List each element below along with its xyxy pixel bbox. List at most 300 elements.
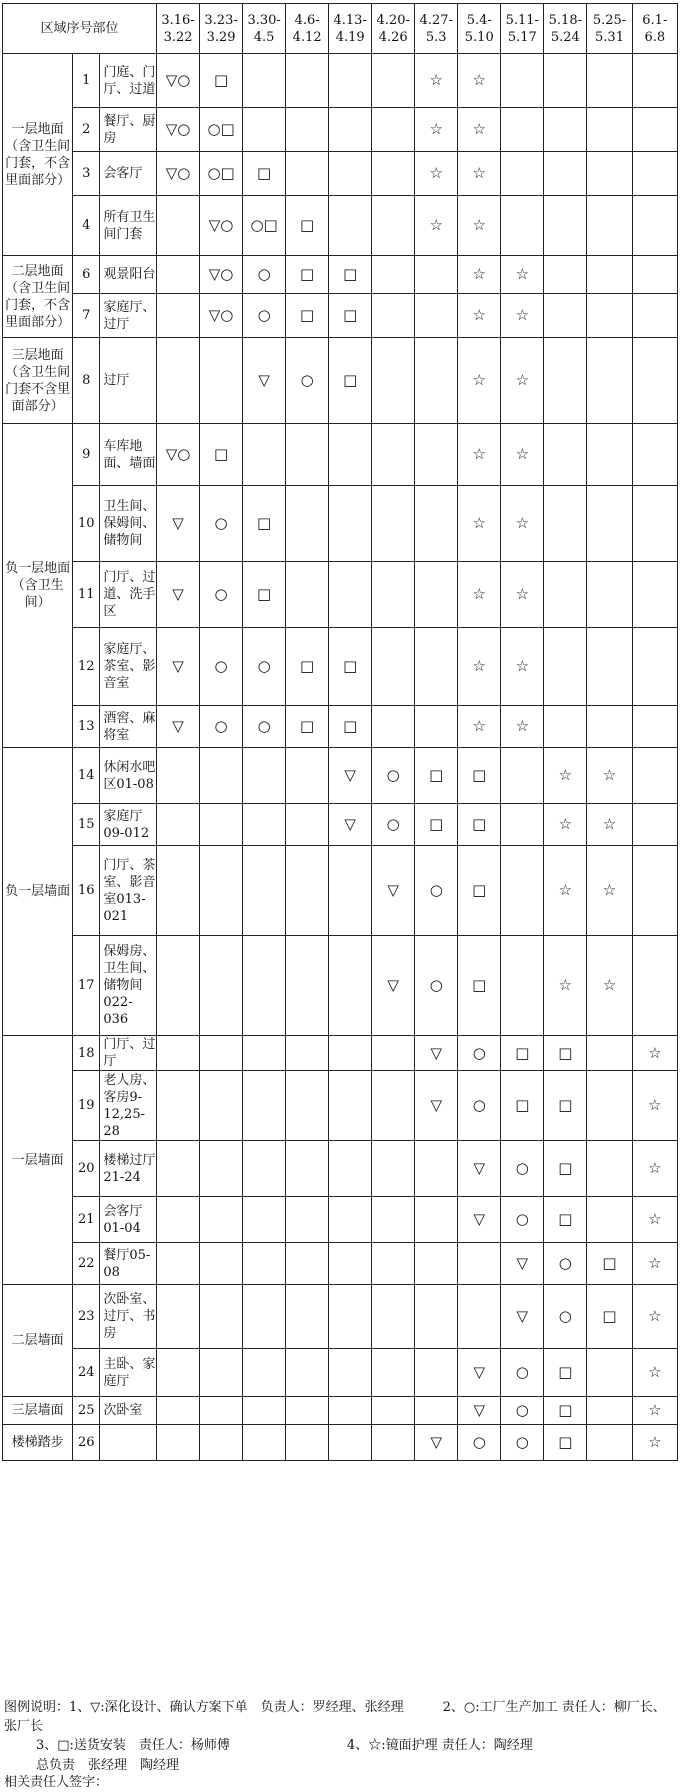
status-cell: ☆ xyxy=(632,1397,677,1425)
status-cell: ○ xyxy=(243,628,286,706)
status-cell xyxy=(200,846,243,936)
status-cell xyxy=(157,804,200,846)
status-cell xyxy=(632,196,677,256)
status-cell: □ xyxy=(458,936,501,1036)
status-cell xyxy=(544,338,587,424)
row-number: 23 xyxy=(73,1285,100,1349)
status-cell xyxy=(200,748,243,804)
status-cell: ▽ xyxy=(157,562,200,628)
status-cell: ▽ xyxy=(458,1141,501,1197)
status-cell xyxy=(415,706,458,748)
status-cell xyxy=(286,54,329,108)
status-cell xyxy=(157,256,200,294)
status-cell: ○ xyxy=(458,1071,501,1141)
status-cell xyxy=(157,338,200,424)
status-cell xyxy=(587,1425,632,1461)
table-row xyxy=(3,1197,678,1243)
status-cell: ☆ xyxy=(458,706,501,748)
table-row xyxy=(3,846,678,936)
status-cell: ○ xyxy=(501,1397,544,1425)
status-cell: ○ xyxy=(200,486,243,562)
status-cell: □ xyxy=(587,1285,632,1349)
status-cell xyxy=(329,1397,372,1425)
status-cell xyxy=(544,424,587,486)
area-label: 楼梯踏步 xyxy=(3,1425,73,1461)
status-cell: □ xyxy=(587,1243,632,1285)
status-cell xyxy=(501,804,544,846)
status-cell: ○ xyxy=(458,1425,501,1461)
status-cell xyxy=(587,196,632,256)
status-cell xyxy=(329,1141,372,1197)
status-cell: ☆ xyxy=(544,748,587,804)
status-cell: ☆ xyxy=(458,256,501,294)
location-cell: 会客厅01-04 xyxy=(100,1197,157,1243)
status-cell xyxy=(157,1243,200,1285)
status-cell xyxy=(243,1285,286,1349)
status-cell xyxy=(372,1425,415,1461)
status-cell: ○□ xyxy=(200,108,243,152)
location-cell: 楼梯过厅21-24 xyxy=(100,1141,157,1197)
location-cell: 酒窖、麻将室 xyxy=(100,706,157,748)
status-cell: ☆ xyxy=(458,562,501,628)
status-cell xyxy=(286,152,329,196)
status-cell xyxy=(372,196,415,256)
location-cell: 卫生间、保姆间、储物间 xyxy=(100,486,157,562)
status-cell xyxy=(286,1285,329,1349)
status-cell xyxy=(632,338,677,424)
status-cell: □ xyxy=(286,706,329,748)
status-cell: ○ xyxy=(501,1349,544,1397)
status-cell xyxy=(157,196,200,256)
row-number: 9 xyxy=(73,424,100,486)
week-header: 4.20-4.26 xyxy=(372,4,415,54)
status-cell: ☆ xyxy=(544,936,587,1036)
header-row xyxy=(3,4,678,54)
status-cell: ○ xyxy=(243,256,286,294)
status-cell: ☆ xyxy=(501,562,544,628)
status-cell xyxy=(415,1243,458,1285)
area-label: 二层墙面 xyxy=(3,1285,73,1397)
status-cell: ☆ xyxy=(632,1349,677,1397)
status-cell xyxy=(286,1071,329,1141)
status-cell xyxy=(544,54,587,108)
status-cell: ☆ xyxy=(632,1425,677,1461)
status-cell: ▽ xyxy=(157,486,200,562)
location-cell: 主卧、家庭厅 xyxy=(100,1349,157,1397)
status-cell xyxy=(243,1141,286,1197)
status-cell xyxy=(372,152,415,196)
status-cell xyxy=(372,1349,415,1397)
area-label: 二层地面（含卫生间门套，不含里面部分） xyxy=(3,256,73,338)
status-cell: ○ xyxy=(544,1243,587,1285)
status-cell xyxy=(501,54,544,108)
status-cell: ○ xyxy=(372,804,415,846)
status-cell xyxy=(632,562,677,628)
area-label: 三层地面（含卫生间门套不含里面部分） xyxy=(3,338,73,424)
status-cell xyxy=(329,1243,372,1285)
status-cell: □ xyxy=(458,804,501,846)
status-cell: ☆ xyxy=(458,424,501,486)
status-cell xyxy=(587,706,632,748)
status-cell: ▽ xyxy=(501,1243,544,1285)
status-cell xyxy=(329,1425,372,1461)
status-cell xyxy=(632,936,677,1036)
week-header: 3.16-3.22 xyxy=(157,4,200,54)
status-cell xyxy=(415,1349,458,1397)
status-cell xyxy=(372,486,415,562)
status-cell: ☆ xyxy=(587,804,632,846)
table-row xyxy=(3,1425,678,1461)
table-row xyxy=(3,1397,678,1425)
status-cell xyxy=(157,1349,200,1397)
status-cell: ▽○ xyxy=(157,424,200,486)
status-cell: ☆ xyxy=(587,846,632,936)
status-cell: ☆ xyxy=(458,108,501,152)
status-cell xyxy=(286,424,329,486)
table-row xyxy=(3,486,678,562)
status-cell xyxy=(157,748,200,804)
area-header: 区域序号部位 xyxy=(3,4,157,54)
row-number: 12 xyxy=(73,628,100,706)
status-cell xyxy=(632,256,677,294)
table-row xyxy=(3,748,678,804)
status-cell xyxy=(200,1243,243,1285)
status-cell xyxy=(286,936,329,1036)
status-cell xyxy=(587,256,632,294)
table-row xyxy=(3,1243,678,1285)
row-number: 26 xyxy=(73,1425,100,1461)
status-cell xyxy=(544,486,587,562)
location-cell: 所有卫生间门套 xyxy=(100,196,157,256)
status-cell: ▽ xyxy=(372,936,415,1036)
status-cell xyxy=(587,152,632,196)
status-cell: ○ xyxy=(200,628,243,706)
status-cell: ☆ xyxy=(632,1071,677,1141)
status-cell: □ xyxy=(415,804,458,846)
schedule-body xyxy=(3,54,678,1461)
status-cell xyxy=(372,1243,415,1285)
row-number: 15 xyxy=(73,804,100,846)
status-cell xyxy=(544,152,587,196)
location-cell: 休闲水吧区01-08 xyxy=(100,748,157,804)
status-cell xyxy=(501,152,544,196)
status-cell: □ xyxy=(415,748,458,804)
location-cell: 家庭厅、茶室、影音室 xyxy=(100,628,157,706)
status-cell: ▽ xyxy=(157,628,200,706)
status-cell xyxy=(200,1397,243,1425)
status-cell xyxy=(157,1425,200,1461)
status-cell xyxy=(587,486,632,562)
location-cell: 门庭、门厅、过道 xyxy=(100,54,157,108)
table-row xyxy=(3,1071,678,1141)
row-number: 11 xyxy=(73,562,100,628)
status-cell xyxy=(632,846,677,936)
row-number: 16 xyxy=(73,846,100,936)
legend-line-2: 3、□:送货安装 责任人：杨师傅 4、☆:镜面护理 责任人：陶经理 xyxy=(36,1738,533,1753)
status-cell xyxy=(632,152,677,196)
row-number: 17 xyxy=(73,936,100,1036)
status-cell xyxy=(286,1197,329,1243)
status-cell: ○ xyxy=(458,1036,501,1071)
status-cell: ▽ xyxy=(458,1197,501,1243)
status-cell xyxy=(372,1036,415,1071)
status-cell: □ xyxy=(286,196,329,256)
week-header: 5.11-5.17 xyxy=(501,4,544,54)
status-cell xyxy=(329,486,372,562)
location-cell: 门厅、过厅 xyxy=(100,1036,157,1071)
status-cell xyxy=(243,804,286,846)
status-cell xyxy=(544,256,587,294)
status-cell xyxy=(243,1397,286,1425)
status-cell xyxy=(501,748,544,804)
row-number: 10 xyxy=(73,486,100,562)
status-cell xyxy=(200,338,243,424)
status-cell xyxy=(157,294,200,338)
status-cell xyxy=(243,1243,286,1285)
status-cell xyxy=(157,1141,200,1197)
status-cell xyxy=(501,936,544,1036)
status-cell: ○ xyxy=(372,748,415,804)
status-cell: □ xyxy=(329,294,372,338)
table-row xyxy=(3,936,678,1036)
status-cell xyxy=(587,338,632,424)
status-cell xyxy=(372,562,415,628)
week-header: 5.18-5.24 xyxy=(544,4,587,54)
signature-line: 相关责任人签字： xyxy=(4,1775,109,1790)
status-cell xyxy=(329,424,372,486)
status-cell: ☆ xyxy=(415,54,458,108)
week-header: 6.1-6.8 xyxy=(632,4,677,54)
status-cell xyxy=(243,1071,286,1141)
status-cell xyxy=(200,1141,243,1197)
location-cell: 家庭厅09-012 xyxy=(100,804,157,846)
location-cell: 餐厅、厨房 xyxy=(100,108,157,152)
table-row xyxy=(3,1141,678,1197)
status-cell xyxy=(544,628,587,706)
status-cell: □ xyxy=(544,1036,587,1071)
status-cell: ○ xyxy=(501,1425,544,1461)
status-cell: ☆ xyxy=(458,628,501,706)
status-cell xyxy=(415,256,458,294)
table-row xyxy=(3,1349,678,1397)
status-cell xyxy=(415,1197,458,1243)
status-cell xyxy=(372,1141,415,1197)
status-cell xyxy=(544,294,587,338)
status-cell xyxy=(372,1397,415,1425)
status-cell xyxy=(501,108,544,152)
status-cell xyxy=(544,196,587,256)
status-cell: □ xyxy=(329,256,372,294)
status-cell xyxy=(286,846,329,936)
status-cell xyxy=(329,54,372,108)
legend-line-1: 图例说明：1、▽:深化设计、确认方案下单 负责人：罗经理、张经理 2、○:工厂生产加工 责任人：柳厂长、张厂长 xyxy=(4,1700,666,1734)
status-cell: ☆ xyxy=(632,1243,677,1285)
status-cell xyxy=(372,1285,415,1349)
status-cell: ☆ xyxy=(544,846,587,936)
status-cell xyxy=(587,294,632,338)
status-cell xyxy=(329,1036,372,1071)
status-cell xyxy=(200,1071,243,1141)
status-cell xyxy=(587,108,632,152)
status-cell: ○ xyxy=(544,1285,587,1349)
status-cell: □ xyxy=(329,338,372,424)
status-cell: □ xyxy=(501,1071,544,1141)
table-row xyxy=(3,54,678,108)
status-cell xyxy=(632,706,677,748)
status-cell xyxy=(372,628,415,706)
status-cell xyxy=(329,1285,372,1349)
status-cell xyxy=(286,804,329,846)
status-cell xyxy=(544,706,587,748)
table-row xyxy=(3,706,678,748)
location-cell: 会客厅 xyxy=(100,152,157,196)
status-cell xyxy=(329,562,372,628)
status-cell xyxy=(632,804,677,846)
table-row xyxy=(3,1285,678,1349)
status-cell xyxy=(372,706,415,748)
status-cell xyxy=(243,1197,286,1243)
status-cell xyxy=(415,628,458,706)
status-cell: ☆ xyxy=(458,54,501,108)
row-number: 3 xyxy=(73,152,100,196)
week-header: 4.13-4.19 xyxy=(329,4,372,54)
status-cell xyxy=(458,1285,501,1349)
status-cell: ☆ xyxy=(501,486,544,562)
status-cell xyxy=(632,486,677,562)
row-number: 4 xyxy=(73,196,100,256)
status-cell: □ xyxy=(544,1397,587,1425)
status-cell xyxy=(415,1141,458,1197)
week-header: 3.23-3.29 xyxy=(200,4,243,54)
status-cell: ☆ xyxy=(501,256,544,294)
status-cell: □ xyxy=(544,1425,587,1461)
status-cell xyxy=(458,1243,501,1285)
location-cell: 观景阳台 xyxy=(100,256,157,294)
status-cell xyxy=(544,108,587,152)
status-cell xyxy=(286,1349,329,1397)
status-cell: □ xyxy=(329,706,372,748)
status-cell xyxy=(286,1243,329,1285)
row-number: 22 xyxy=(73,1243,100,1285)
status-cell xyxy=(157,1197,200,1243)
status-cell: ☆ xyxy=(632,1141,677,1197)
status-cell xyxy=(632,294,677,338)
status-cell xyxy=(329,1349,372,1397)
status-cell: ▽ xyxy=(501,1285,544,1349)
status-cell: □ xyxy=(501,1036,544,1071)
status-cell: ○ xyxy=(243,706,286,748)
status-cell xyxy=(200,1197,243,1243)
status-cell xyxy=(415,294,458,338)
status-cell: ▽ xyxy=(458,1349,501,1397)
status-cell: ○ xyxy=(501,1141,544,1197)
status-cell: ☆ xyxy=(587,936,632,1036)
status-cell: □ xyxy=(544,1197,587,1243)
status-cell: ○□ xyxy=(200,152,243,196)
status-cell xyxy=(632,628,677,706)
status-cell xyxy=(157,1285,200,1349)
status-cell: ▽ xyxy=(243,338,286,424)
status-cell: ▽ xyxy=(329,748,372,804)
status-cell xyxy=(243,846,286,936)
status-cell xyxy=(157,846,200,936)
status-cell: ▽○ xyxy=(157,108,200,152)
status-cell xyxy=(286,1141,329,1197)
status-cell: ▽○ xyxy=(200,256,243,294)
status-cell xyxy=(329,846,372,936)
row-number: 21 xyxy=(73,1197,100,1243)
status-cell: □ xyxy=(286,628,329,706)
location-cell: 餐厅05-08 xyxy=(100,1243,157,1285)
status-cell xyxy=(415,486,458,562)
status-cell xyxy=(243,424,286,486)
status-cell xyxy=(501,846,544,936)
area-label: 负一层墙面 xyxy=(3,748,73,1036)
status-cell: □ xyxy=(329,628,372,706)
status-cell xyxy=(286,1036,329,1071)
status-cell: □ xyxy=(544,1141,587,1197)
week-header: 5.4-5.10 xyxy=(458,4,501,54)
row-number: 19 xyxy=(73,1071,100,1141)
status-cell xyxy=(200,1349,243,1397)
row-number: 25 xyxy=(73,1397,100,1425)
status-cell: ☆ xyxy=(415,196,458,256)
row-number: 6 xyxy=(73,256,100,294)
location-cell: 次卧室、过厅、书房 xyxy=(100,1285,157,1349)
status-cell xyxy=(587,1036,632,1071)
status-cell: □ xyxy=(458,846,501,936)
status-cell xyxy=(587,1349,632,1397)
table-row xyxy=(3,152,678,196)
row-number: 18 xyxy=(73,1036,100,1071)
status-cell xyxy=(372,256,415,294)
status-cell: ☆ xyxy=(458,294,501,338)
status-cell xyxy=(286,108,329,152)
status-cell: □ xyxy=(243,486,286,562)
status-cell: ○ xyxy=(200,706,243,748)
location-cell: 保姆房、卫生间、储物间022-036 xyxy=(100,936,157,1036)
status-cell: ☆ xyxy=(501,628,544,706)
status-cell: □ xyxy=(243,562,286,628)
status-cell xyxy=(587,1141,632,1197)
status-cell xyxy=(200,804,243,846)
row-number: 20 xyxy=(73,1141,100,1197)
area-label: 一层墙面 xyxy=(3,1036,73,1285)
status-cell xyxy=(587,1197,632,1243)
status-cell xyxy=(200,1285,243,1349)
table-row xyxy=(3,628,678,706)
status-cell xyxy=(587,628,632,706)
status-cell: ▽○ xyxy=(157,152,200,196)
status-cell: □ xyxy=(286,256,329,294)
status-cell xyxy=(415,562,458,628)
row-number: 24 xyxy=(73,1349,100,1397)
schedule-table xyxy=(2,3,678,1461)
row-number: 7 xyxy=(73,294,100,338)
status-cell xyxy=(632,424,677,486)
status-cell xyxy=(243,1036,286,1071)
status-cell: □ xyxy=(243,152,286,196)
location-cell: 门厅、茶室、影音室013-021 xyxy=(100,846,157,936)
status-cell: ☆ xyxy=(632,1285,677,1349)
status-cell xyxy=(372,1071,415,1141)
status-cell: ▽ xyxy=(415,1425,458,1461)
status-cell: ○ xyxy=(415,936,458,1036)
status-cell: ☆ xyxy=(458,152,501,196)
status-cell xyxy=(587,424,632,486)
status-cell xyxy=(157,936,200,1036)
status-cell xyxy=(243,1349,286,1397)
